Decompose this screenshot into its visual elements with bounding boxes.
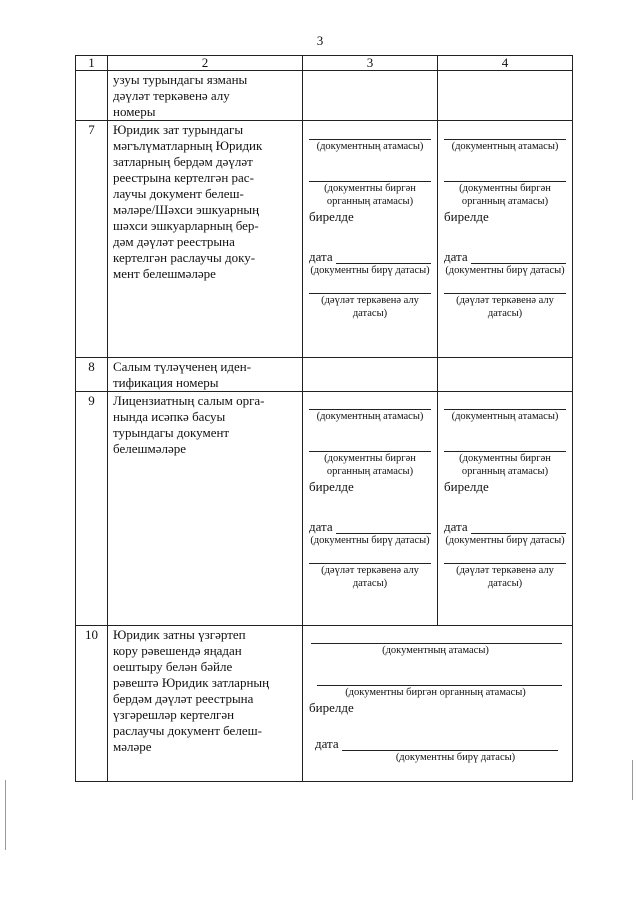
description-line: мент белешмәләре: [113, 266, 216, 281]
fill-line: [336, 250, 431, 264]
date-row: [444, 519, 566, 534]
row-number: 10: [76, 626, 108, 782]
fill-line: [444, 549, 566, 564]
fill-line: [444, 279, 566, 294]
fill-line: [309, 125, 431, 140]
issued-label: бирелде: [309, 479, 354, 494]
fill-line: [342, 737, 558, 751]
issue-date-caption: (документны бирү датасы): [445, 265, 565, 276]
form-table: [75, 55, 573, 782]
reg-date-caption: (дәүләт теркәвенә алу датасы): [321, 295, 419, 319]
issuer-caption: (документны биргән органның атамасы): [324, 183, 416, 207]
description-line: Салым түләүченең иден-: [113, 359, 252, 374]
document-block: [303, 121, 438, 358]
header-cell: 1: [76, 56, 108, 71]
issue-date-caption: (документны бирү датасы): [445, 535, 565, 546]
description-line: бердәм дәүләт реестрына: [113, 691, 254, 706]
row-description: [108, 71, 303, 121]
description-line: Юридик зат турындагы: [113, 122, 244, 137]
header-cell: 3: [303, 56, 438, 71]
description-line: турындагы документ: [113, 425, 230, 440]
doc-name-caption: (документның атамасы): [451, 411, 559, 422]
empty-cell: [438, 358, 573, 392]
description-line: дәм дәүләт реестрына: [113, 234, 235, 249]
issuer-caption: (документны биргән органның атамасы): [459, 183, 551, 207]
fill-line: [309, 279, 431, 294]
description-line: лаучы документ белеш-: [113, 186, 244, 201]
fill-line: [444, 395, 566, 410]
row-description: [108, 358, 303, 392]
reg-date-caption: (дәүләт теркәвенә алу датасы): [456, 565, 554, 589]
row-description: [108, 626, 303, 782]
document-block: [438, 121, 573, 358]
issue-date-caption: (документны бирү датасы): [310, 265, 430, 276]
issued-label: бирелде: [309, 209, 354, 224]
table-row: [76, 626, 573, 782]
page-number: 3: [316, 33, 324, 48]
issuer-caption: (документны биргән органның атамасы): [324, 453, 416, 477]
description-line: шәхси эшкуарларның бер-: [113, 218, 259, 233]
issuer-caption: (документны биргән органның атамасы): [459, 453, 551, 477]
fill-line: [309, 395, 431, 410]
issued-label: бирелде: [309, 700, 354, 715]
fill-line: [336, 520, 431, 534]
fill-line: [444, 437, 566, 452]
row-number: 9: [76, 392, 108, 626]
issue-date-caption: (документны бирү датасы): [395, 752, 516, 763]
description-line: Лицензиатның салым орга-: [113, 393, 265, 408]
description-line: үзгәрешләр кертелгән: [113, 707, 235, 722]
reg-date-caption: (дәүләт теркәвенә алу датасы): [321, 565, 419, 589]
reg-date-caption: (дәүләт теркәвенә алу датасы): [456, 295, 554, 319]
doc-name-caption: (документның атамасы): [316, 411, 424, 422]
description-line: реестрына кертелгән рас-: [113, 170, 254, 185]
header-cell: 2: [108, 56, 303, 71]
document-block-merged: [303, 626, 573, 782]
date-row: [309, 736, 562, 751]
header-cell: 4: [438, 56, 573, 71]
scan-artifact: [632, 760, 633, 800]
date-label: дата: [309, 519, 333, 534]
description-line: Юридик затны үзгәртеп: [113, 627, 246, 642]
doc-name-caption: (документның атамасы): [451, 141, 559, 152]
fill-line: [471, 520, 566, 534]
row-number: 7: [76, 121, 108, 358]
fill-line: [444, 167, 566, 182]
date-label: дата: [309, 249, 333, 264]
description-line: раслаучы документ белеш-: [113, 723, 262, 738]
table-row: [76, 121, 573, 358]
document-block: [438, 392, 573, 626]
fill-line: [309, 437, 431, 452]
description-line: кертелгән раслаучы доку-: [113, 250, 256, 265]
issued-label: бирелде: [444, 209, 489, 224]
table-row: [76, 392, 573, 626]
description-line: тификация номеры: [113, 375, 219, 390]
description-line: узуы турындагы язманы: [113, 72, 248, 87]
fill-line: [311, 629, 562, 644]
table-row: [76, 358, 573, 392]
fill-line: [444, 125, 566, 140]
doc-name-caption: (документның атамасы): [382, 645, 489, 656]
document-block: [303, 392, 438, 626]
scan-artifact: [5, 780, 6, 850]
description-line: затларның бердәм дәүләт: [113, 154, 253, 169]
row-description: [108, 392, 303, 626]
table-row: [76, 71, 573, 121]
empty-cell: [438, 71, 573, 121]
row-number: [76, 71, 108, 121]
fill-line: [471, 250, 566, 264]
description-line: оештыру белән бәйле: [113, 659, 233, 674]
date-label: дата: [444, 249, 468, 264]
description-line: кору рәвешендә яңадан: [113, 643, 242, 658]
fill-line: [309, 549, 431, 564]
issuer-caption: (документны биргән органның атамасы): [345, 687, 526, 698]
header-row: [76, 56, 573, 71]
description-line: мәләре/Шәхси эшкуарның: [113, 202, 260, 217]
date-label: дата: [315, 736, 339, 751]
date-row: [309, 519, 431, 534]
description-line: рәвештә Юридик затларның: [113, 675, 270, 690]
description-line: нында исәпкә басуы: [113, 409, 226, 424]
issue-date-caption: (документны бирү датасы): [310, 535, 430, 546]
empty-cell: [303, 358, 438, 392]
description-line: мәләре: [113, 739, 152, 754]
description-line: белешмәләре: [113, 441, 187, 456]
issued-label: бирелде: [444, 479, 489, 494]
description-line: дәүләт теркәвенә алу: [113, 88, 230, 103]
date-label: дата: [444, 519, 468, 534]
description-line: мәгълүматларның Юридик: [113, 138, 263, 153]
fill-line: [309, 167, 431, 182]
date-row: [309, 249, 431, 264]
row-number: 8: [76, 358, 108, 392]
fill-line: [317, 671, 562, 686]
empty-cell: [303, 71, 438, 121]
date-row: [444, 249, 566, 264]
description-line: номеры: [113, 104, 156, 119]
doc-name-caption: (документның атамасы): [316, 141, 424, 152]
row-description: [108, 121, 303, 358]
